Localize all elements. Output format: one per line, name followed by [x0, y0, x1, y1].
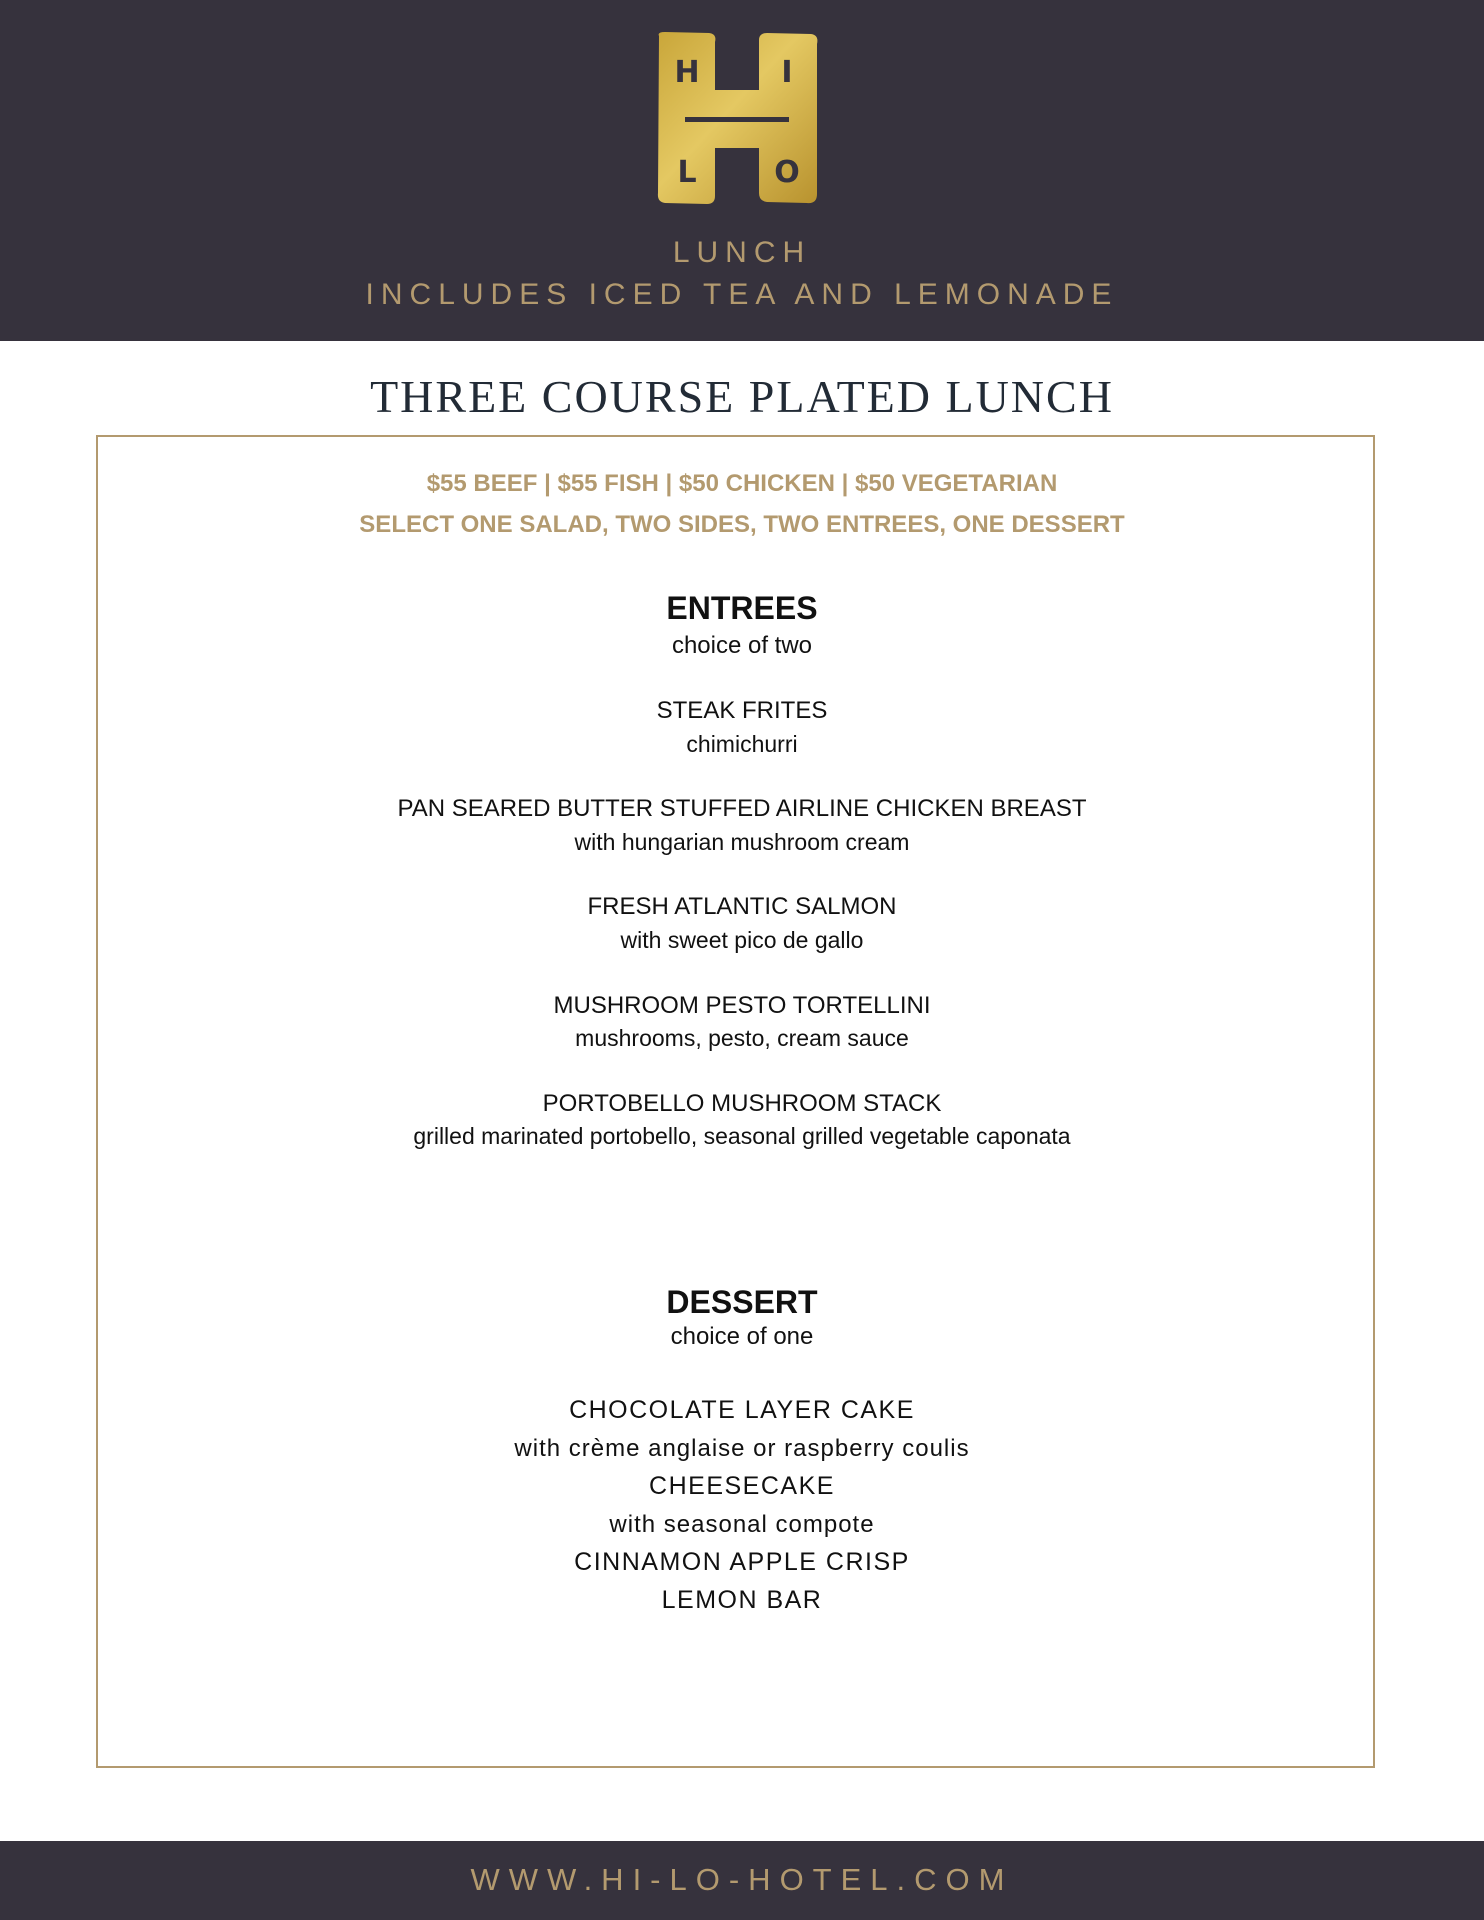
dessert-name: LEMON BAR: [661, 1586, 823, 1614]
entree-name: STEAK FRITES: [656, 697, 828, 724]
dessert-name: CHEESECAKE: [649, 1472, 835, 1500]
logo-letter-h: H: [674, 55, 700, 90]
hi-lo-logo: [651, 30, 823, 207]
entrees-subheading: choice of two: [671, 632, 813, 659]
selection-line: SELECT ONE SALAD, TWO SIDES, TWO ENTREES, ONE DESSERT: [359, 511, 1125, 538]
entree-description: with hungarian mushroom cream: [574, 829, 910, 855]
dessert-heading: DESSERT: [666, 1284, 818, 1320]
header-line-lunch: LUNCH: [672, 236, 812, 269]
logo-letter-o: O: [774, 155, 800, 190]
website-url: WWW.HI-LO-HOTEL.COM: [470, 1862, 1014, 1897]
entree-description: chimichurri: [686, 731, 798, 757]
logo-letter-l: L: [677, 155, 697, 190]
price-line: $55 BEEF | $55 FISH | $50 CHICKEN | $50 VEGETARIAN: [426, 470, 1058, 497]
entree-name: PAN SEARED BUTTER STUFFED AIRLINE CHICKEN BREAST: [397, 795, 1087, 822]
entree-description: grilled marinated portobello, seasonal grilled vegetable caponata: [413, 1123, 1071, 1149]
entree-name: PORTOBELLO MUSHROOM STACK: [542, 1090, 942, 1117]
dessert-description: with seasonal compote: [609, 1511, 875, 1538]
logo-letter-i: I: [781, 55, 793, 90]
dessert-description: with crème anglaise or raspberry coulis: [514, 1435, 970, 1462]
page-title: THREE COURSE PLATED LUNCH: [370, 371, 1114, 422]
entree-name: FRESH ATLANTIC SALMON: [587, 893, 897, 920]
dessert-name: CHOCOLATE LAYER CAKE: [569, 1396, 915, 1424]
dessert-name: CINNAMON APPLE CRISP: [574, 1548, 910, 1576]
entree-description: with sweet pico de gallo: [620, 927, 864, 953]
dessert-subheading: choice of one: [670, 1323, 814, 1350]
entree-name: MUSHROOM PESTO TORTELLINI: [553, 992, 931, 1019]
entrees-heading: ENTREES: [666, 590, 818, 626]
header-line-includes: INCLUDES ICED TEA AND LEMONADE: [365, 278, 1119, 311]
entree-description: mushrooms, pesto, cream sauce: [575, 1025, 909, 1051]
